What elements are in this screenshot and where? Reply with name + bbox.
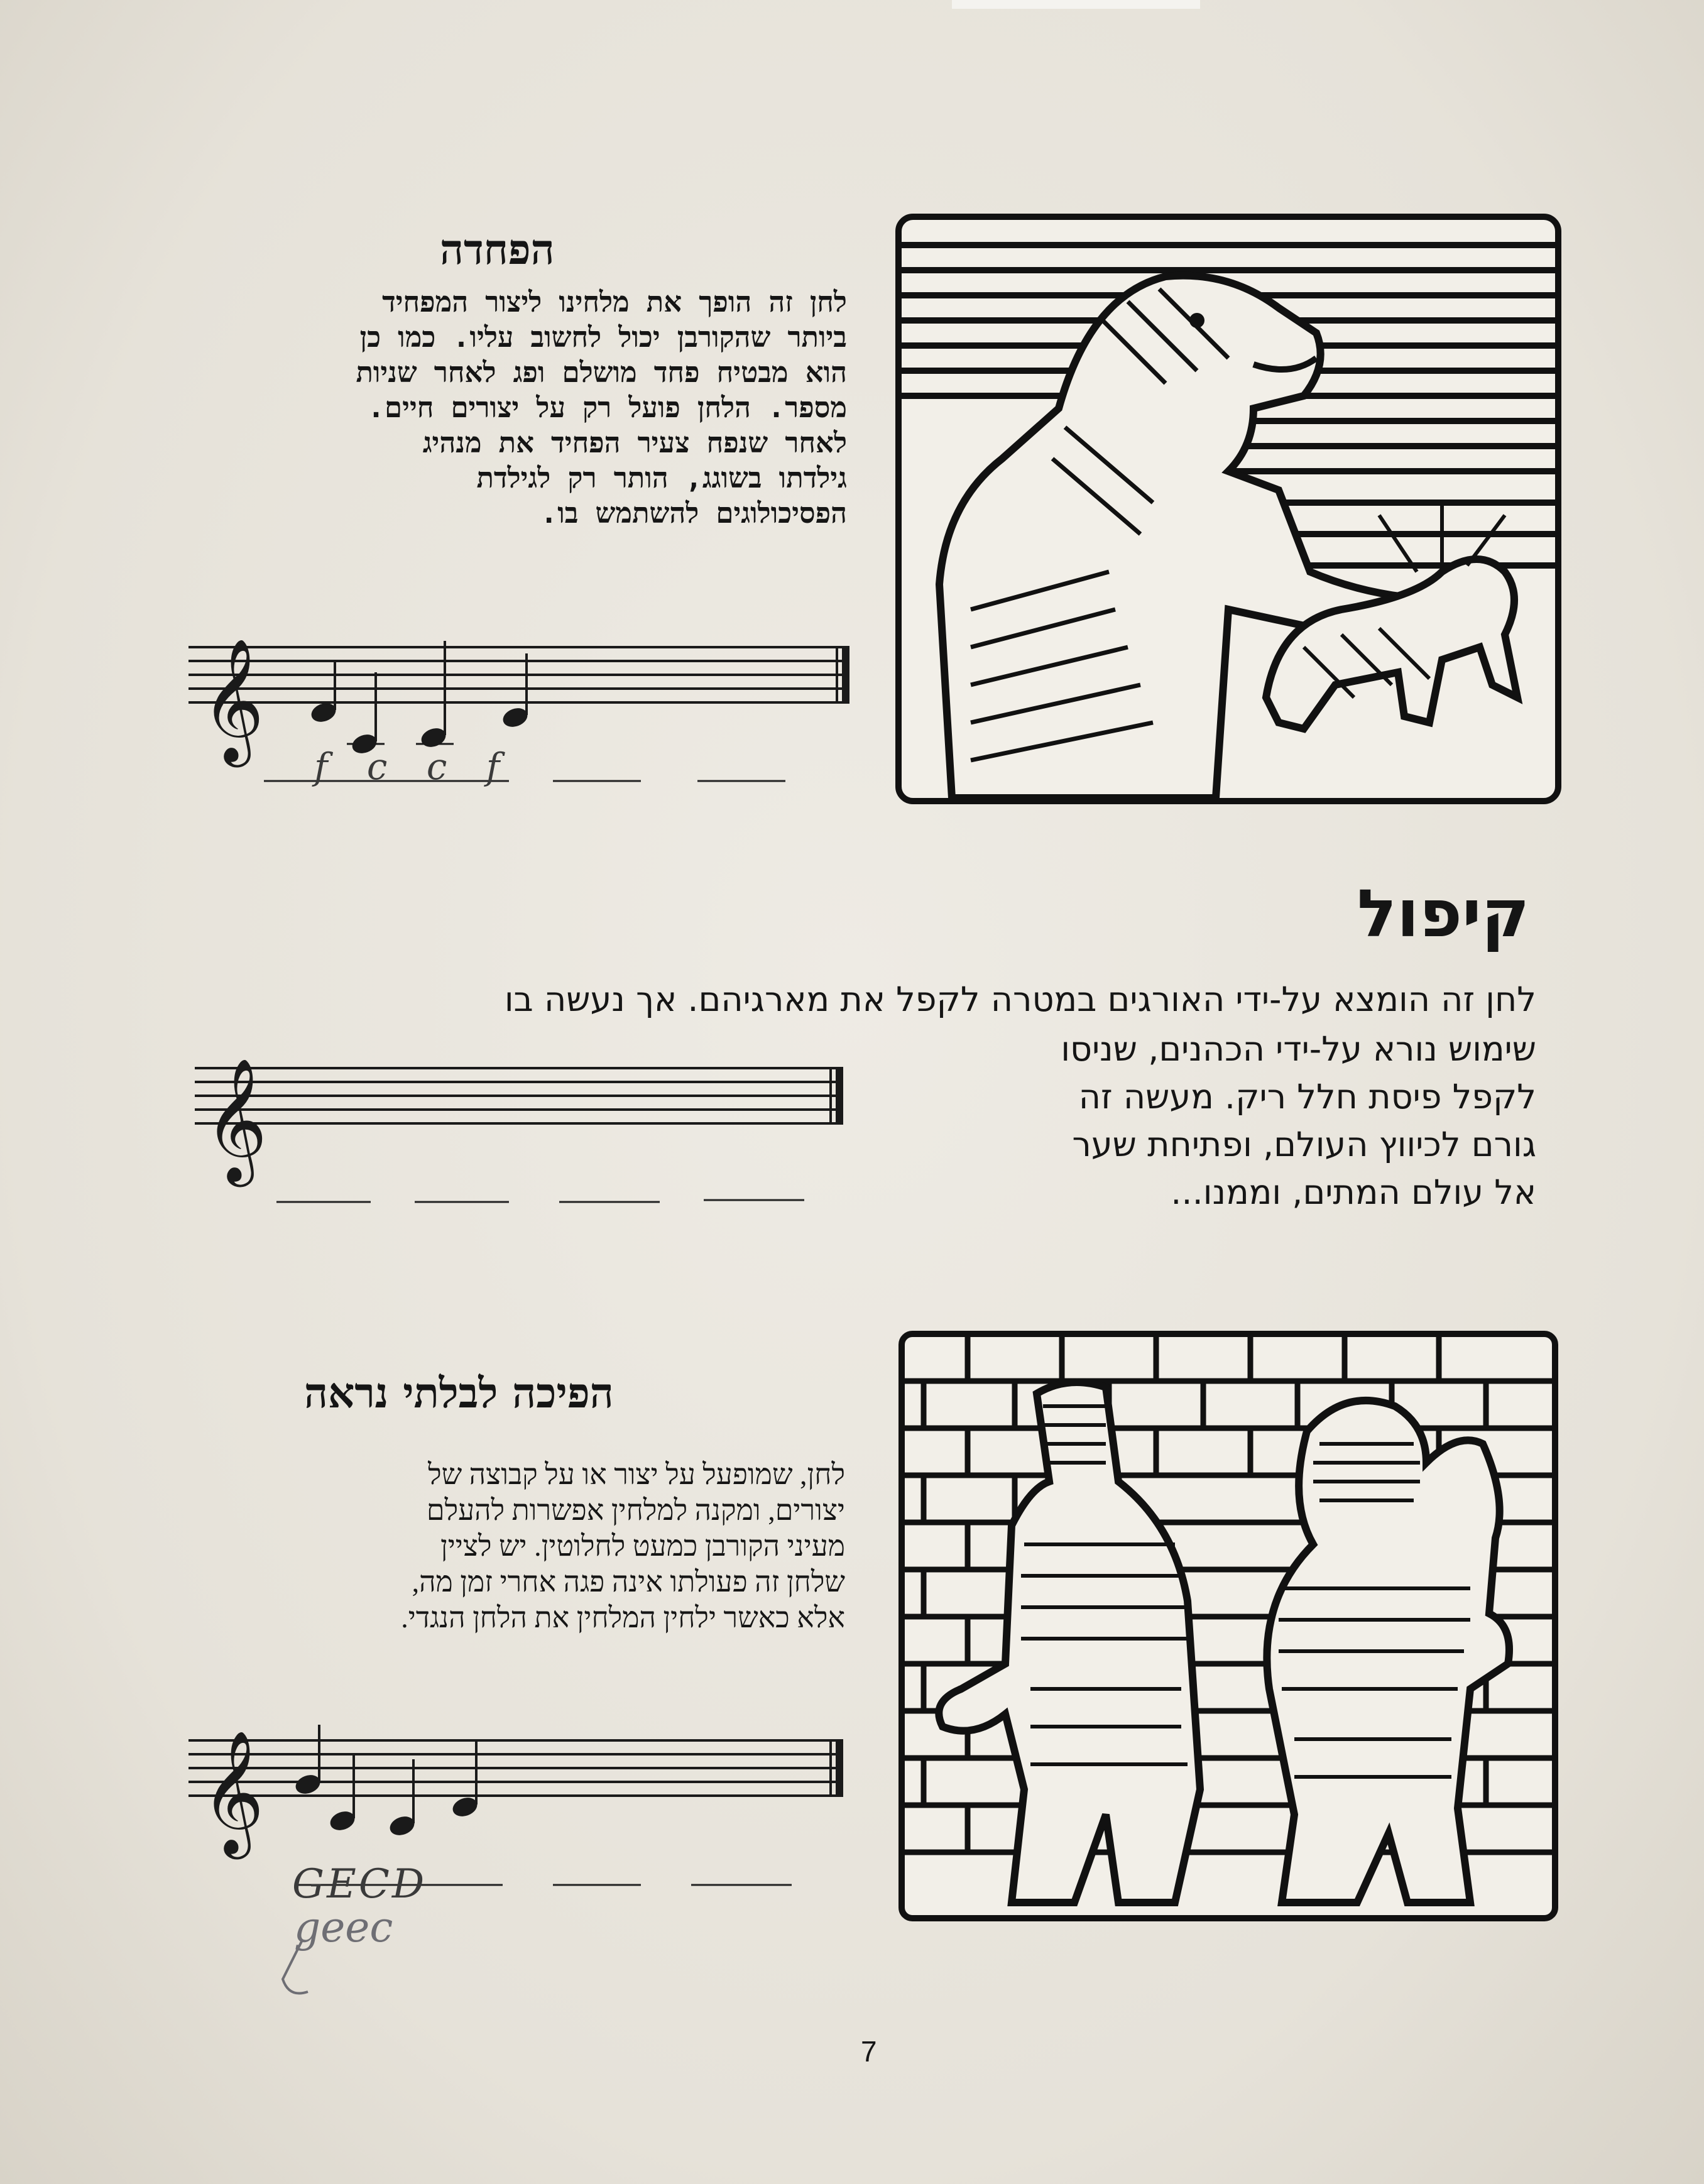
note-4 [450,1740,479,1820]
note-2 [327,1753,357,1833]
handwritten-notes: f c c f [314,745,514,788]
woodcut-figures-brick-wall [898,1331,1558,1921]
note-3 [387,1759,417,1838]
text-line: אל עולם המתים, וממנו... [1171,1172,1536,1212]
handwritten-notes: GECD [292,1861,427,1908]
text-line: ביותר שהקורבן יכול לחשוב עליו. כמו כן [359,320,847,354]
text-line: לחן זה הומצא על-ידי האורגים במטרה לקפל את מארגיהם. אך נעשה בו [504,980,1536,1019]
text-line: מעיני הקורבן כמעט לחלוטין. יש לציין [440,1530,845,1562]
music-staff-fear [182,622,861,811]
handwritten-notes-secondary: geec [294,1903,393,1952]
text-line: שלחן זה פעולתו אינה פגה אחרי זמן מה, [412,1566,845,1598]
note-4 [500,653,530,730]
text-line: אלא כאשר ילחין המלחין את הלחן הנגדי. [401,1602,845,1634]
brick-wall-illustration-icon [905,1337,1552,1915]
music-staff-invisibility [182,1715,861,1998]
section-title-invisibility: הפיכה לבלתי נראה [304,1368,614,1417]
section-title-folding: קיפול [1357,875,1530,952]
music-staff-folding [182,1043,861,1219]
section-text-folding-first-line [192,978,1536,1022]
text-line: לחן, שמופעל על יצור או על קבוצה של [428,1458,845,1490]
section-text-folding [914,1025,1536,1216]
note-1 [293,1725,322,1797]
bear-illustration-icon [902,220,1555,798]
treble-clef-icon: 𝄞 [201,1730,265,1854]
text-line: הוא מבטיח פחד מושלם ופג לאחר שניות [356,356,847,389]
text-line: יצורים, ומקנה למלחין אפשרות להעלם [426,1494,845,1526]
text-line: מספר. הלחן פועל רק על יצורים חיים. [367,391,847,424]
page-number: 7 [861,2035,877,2068]
text-line: גורם לכיווץ העולם, ופתיחת שער [1072,1125,1536,1164]
tape-strip [952,0,1200,9]
text-line: לאחר שנפח צעיר הפחיד את מנהיג [422,426,847,459]
text-line: גילדתו בשוגג, הותר רק לגילדת [476,461,847,494]
section-text-invisibility [188,1456,845,1635]
woodcut-bear-scaring-dog [895,214,1561,804]
section-text-fear [194,285,847,531]
section-title-fear: הפחדה [440,225,555,274]
note-2 [347,672,385,756]
text-line: הפסיכולוגים להשתמש בו. [540,496,847,530]
text-line: שימוש נורא על-ידי הכהנים, שניסו [1061,1029,1536,1069]
treble-clef-icon: 𝄞 [201,638,265,762]
treble-clef-icon: 𝄞 [204,1057,268,1182]
note-3 [416,641,454,750]
note-1 [309,660,338,725]
text-line: לקפל פיסת חלל ריק. מעשה זה [1078,1077,1536,1117]
text-line: לחן זה הופך את מלחינו ליצור המפחיד [382,285,847,319]
